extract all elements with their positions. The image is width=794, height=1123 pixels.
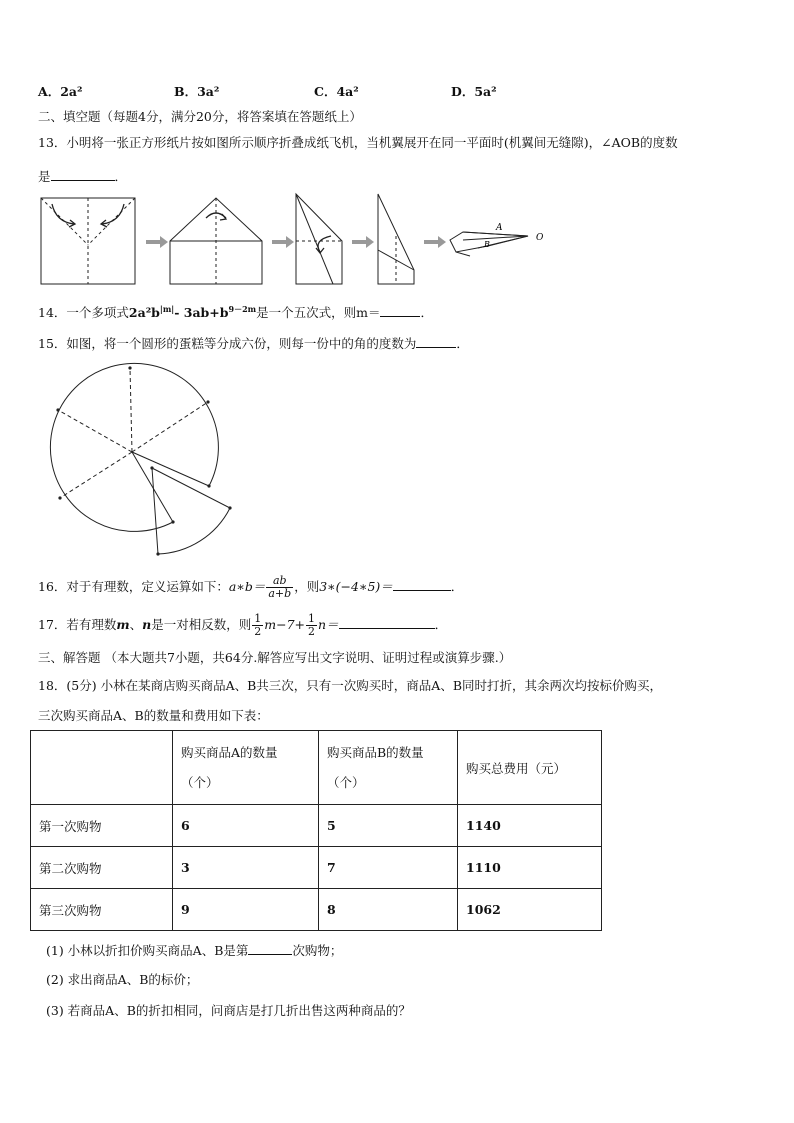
- q16-fraction: $\frac{ab}{a+b}$: [268, 574, 292, 600]
- table-cell: 9: [173, 889, 319, 931]
- q13-line2: 是 ．: [38, 166, 127, 186]
- table-header-row: [31, 731, 602, 805]
- step-arrow: [352, 236, 374, 248]
- table-cell: 1110: [458, 847, 602, 889]
- cake-divided-diagram: [40, 360, 240, 560]
- option-d: D．5a²: [451, 84, 497, 99]
- fold-step-3: [296, 194, 342, 284]
- label-b: B: [484, 240, 490, 249]
- q15-answer-blank[interactable]: [416, 333, 456, 348]
- q18-sub2: (2) 求出商品A、B的标价；: [46, 972, 199, 987]
- q18-sub1: (1) 小林以折扣价购买商品A、B是第 次购物；: [46, 940, 342, 960]
- option-a: A．2a²: [38, 84, 83, 99]
- paper-airplane-folding-diagram: [38, 190, 558, 290]
- q15: 15．如图，将一个圆形的蛋糕等分成六份，则每一份中的角的度数为 ．: [38, 333, 469, 353]
- table-header-cell: 购买商品B的数量 （个）: [319, 731, 458, 805]
- table-cell: 第二次购物: [31, 847, 173, 889]
- table-row: [31, 805, 602, 847]
- fold-step-4: [378, 194, 414, 284]
- q13-line1: 13．小明将一张正方形纸片按如图所示顺序折叠成纸飞机，当机翼展开在同一平面时(机翼间无缝隙)，∠AOB的度数: [38, 135, 678, 150]
- table-cell: 1062: [458, 889, 602, 931]
- table-cell: 1140: [458, 805, 602, 847]
- option-c: C．4a²: [314, 84, 359, 99]
- q17-answer-blank[interactable]: [339, 614, 435, 629]
- option-b: B．3a²: [174, 84, 220, 99]
- table-header-cell: [31, 731, 173, 805]
- q14-answer-blank[interactable]: [380, 302, 420, 317]
- label-a: A: [496, 223, 503, 233]
- fold-step-1: [41, 198, 135, 284]
- table-row: [31, 847, 602, 889]
- q17-fraction-2: $\frac{1}{2}$: [308, 612, 316, 638]
- q14: 14．一个多项式$2a^2b^{|m|}-$ $3ab+b^{9-2m}$是一个五次式，则m＝ ．: [38, 303, 433, 320]
- q18-line2: 三次购买商品A、B的数量和费用如下表：: [38, 708, 269, 723]
- q18-line1: 18．(5分) 小林在某商店购买商品A、B共三次，只有一次购买时，商品A、B同时打折，其余两次均按标价购买，: [38, 678, 663, 693]
- q16: 16．对于有理数，定义运算如下：a∗b＝ $\frac{ab}{a+b}$ ，则3∗(−4∗5)＝ ．: [38, 574, 464, 600]
- table-header-cell: 购买总费用（元）: [458, 731, 602, 805]
- step-arrow: [146, 236, 168, 248]
- table-header-cell: 购买商品A的数量 （个）: [173, 731, 319, 805]
- q17-fraction-1: $\frac{1}{2}$: [254, 612, 262, 638]
- fold-step-2: [170, 198, 262, 284]
- table-cell: 8: [319, 889, 458, 931]
- q18-sub1-answer-blank[interactable]: [248, 940, 292, 955]
- table-cell: 第一次购物: [31, 805, 173, 847]
- table-cell: 第三次购物: [31, 889, 173, 931]
- label-o: O: [536, 233, 544, 243]
- q17: 17．若有理数m、n是一对相反数，则 $\frac{1}{2}$ m−7+ $\frac{1}{2}$ n＝ ．: [38, 612, 448, 638]
- table-cell: 6: [173, 805, 319, 847]
- table-cell: 5: [319, 805, 458, 847]
- q18-sub3: (3) 若商品A、B的折扣相同，问商店是打几折出售这两种商品的？: [46, 1003, 411, 1018]
- table-cell: 3: [173, 847, 319, 889]
- table-row: [31, 889, 602, 931]
- section-3-heading: 三、解答题 （本大题共7小题，共64分.解答应写出文字说明、证明过程或演算步骤.）: [38, 650, 512, 665]
- section-2-heading: 二、填空题（每题4分，满分20分，将答案填在答题纸上）: [38, 109, 362, 124]
- step-arrow: [272, 236, 294, 248]
- table-cell: 7: [319, 847, 458, 889]
- q16-answer-blank[interactable]: [393, 576, 451, 591]
- q13-answer-blank[interactable]: [51, 166, 115, 181]
- q18-purchase-table: [30, 730, 602, 931]
- step-arrow: [424, 236, 446, 248]
